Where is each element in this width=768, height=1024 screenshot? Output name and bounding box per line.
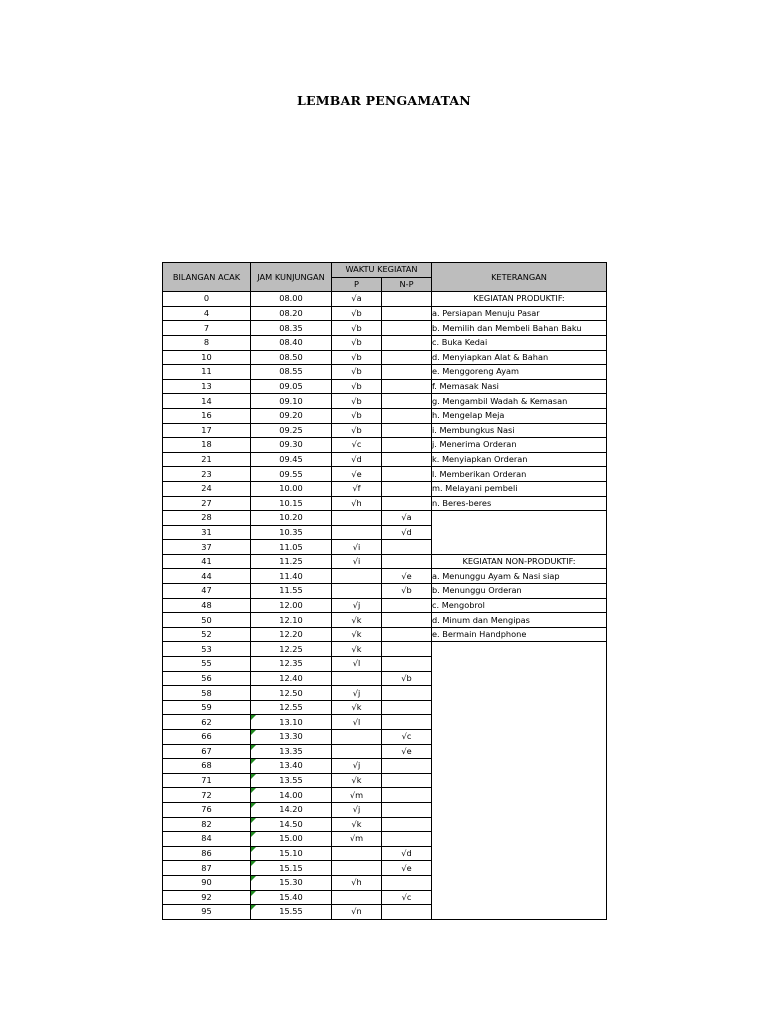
jam-kunjungan-cell: 09.10 (251, 394, 332, 409)
header-waktu-kegiatan: WAKTU KEGIATAN (332, 263, 432, 278)
bilangan-acak-cell: 66 (163, 730, 251, 745)
jam-kunjungan-cell: 14.20 (251, 802, 332, 817)
jam-kunjungan-cell: 12.10 (251, 613, 332, 628)
bilangan-acak-cell: 27 (163, 496, 251, 511)
table-row (163, 350, 607, 365)
keterangan-item: l. Memberikan Orderan (432, 467, 607, 482)
bilangan-acak-cell: 47 (163, 584, 251, 599)
jam-kunjungan-cell: 08.20 (251, 306, 332, 321)
jam-kunjungan-cell: 12.20 (251, 627, 332, 642)
non-produktif-cell: √e (382, 861, 432, 876)
non-produktif-cell (382, 700, 432, 715)
non-produktif-cell: √b (382, 671, 432, 686)
header-p: P (332, 277, 382, 292)
non-produktif-cell (382, 306, 432, 321)
bilangan-acak-cell: 31 (163, 525, 251, 540)
non-produktif-cell (382, 467, 432, 482)
produktif-cell: √b (332, 408, 382, 423)
non-produktif-cell (382, 438, 432, 453)
non-produktif-cell (382, 613, 432, 628)
bilangan-acak-cell: 90 (163, 875, 251, 890)
jam-kunjungan-cell: 13.35 (251, 744, 332, 759)
bilangan-acak-cell: 62 (163, 715, 251, 730)
non-produktif-cell (382, 773, 432, 788)
jam-kunjungan-cell: 13.55 (251, 773, 332, 788)
jam-kunjungan-cell: 11.05 (251, 540, 332, 555)
bilangan-acak-cell: 56 (163, 671, 251, 686)
jam-kunjungan-cell: 11.25 (251, 554, 332, 569)
produktif-cell: √b (332, 423, 382, 438)
produktif-cell (332, 846, 382, 861)
bilangan-acak-cell: 37 (163, 540, 251, 555)
jam-kunjungan-cell: 09.25 (251, 423, 332, 438)
bilangan-acak-cell: 4 (163, 306, 251, 321)
non-produktif-cell (382, 292, 432, 307)
bilangan-acak-cell: 68 (163, 759, 251, 774)
produktif-cell: √k (332, 627, 382, 642)
keterangan-item: a. Menunggu Ayam & Nasi siap (432, 569, 607, 584)
keterangan-item: a. Persiapan Menuju Pasar (432, 306, 607, 321)
produktif-cell: √j (332, 759, 382, 774)
produktif-cell: √h (332, 875, 382, 890)
bilangan-acak-cell: 24 (163, 481, 251, 496)
bilangan-acak-cell: 95 (163, 905, 251, 920)
table-row (163, 438, 607, 453)
non-produktif-cell: √d (382, 525, 432, 540)
keterangan-empty (432, 511, 607, 555)
non-produktif-cell: √b (382, 584, 432, 599)
bilangan-acak-cell: 53 (163, 642, 251, 657)
bilangan-acak-cell: 71 (163, 773, 251, 788)
table-row (163, 335, 607, 350)
non-produktif-cell (382, 759, 432, 774)
non-produktif-cell (382, 832, 432, 847)
keterangan-item: b. Memilih dan Membeli Bahan Baku (432, 321, 607, 336)
table-row (163, 306, 607, 321)
table-row (163, 481, 607, 496)
keterangan-item: e. Bermain Handphone (432, 627, 607, 642)
keterangan-heading: KEGIATAN PRODUKTIF: (432, 292, 607, 307)
non-produktif-cell: √d (382, 846, 432, 861)
header-jam-kunjungan: JAM KUNJUNGAN (251, 263, 332, 292)
produktif-cell: √d (332, 452, 382, 467)
produktif-cell (332, 744, 382, 759)
bilangan-acak-cell: 41 (163, 554, 251, 569)
jam-kunjungan-cell: 12.55 (251, 700, 332, 715)
keterangan-empty (432, 642, 607, 919)
produktif-cell: √j (332, 598, 382, 613)
produktif-cell: √k (332, 642, 382, 657)
observation-table (162, 262, 607, 920)
non-produktif-cell: √c (382, 730, 432, 745)
produktif-cell: √j (332, 686, 382, 701)
jam-kunjungan-cell: 11.40 (251, 569, 332, 584)
bilangan-acak-cell: 58 (163, 686, 251, 701)
produktif-cell: √l (332, 715, 382, 730)
non-produktif-cell (382, 481, 432, 496)
keterangan-item: f. Memasak Nasi (432, 379, 607, 394)
jam-kunjungan-cell: 12.50 (251, 686, 332, 701)
bilangan-acak-cell: 23 (163, 467, 251, 482)
jam-kunjungan-cell: 09.05 (251, 379, 332, 394)
produktif-cell (332, 730, 382, 745)
bilangan-acak-cell: 17 (163, 423, 251, 438)
keterangan-item: c. Mengobrol (432, 598, 607, 613)
jam-kunjungan-cell: 09.20 (251, 408, 332, 423)
non-produktif-cell (382, 627, 432, 642)
non-produktif-cell (382, 788, 432, 803)
bilangan-acak-cell: 55 (163, 657, 251, 672)
bilangan-acak-cell: 28 (163, 511, 251, 526)
non-produktif-cell (382, 905, 432, 920)
non-produktif-cell (382, 686, 432, 701)
jam-kunjungan-cell: 12.35 (251, 657, 332, 672)
non-produktif-cell (382, 817, 432, 832)
table-row (163, 598, 607, 613)
jam-kunjungan-cell: 08.55 (251, 365, 332, 380)
produktif-cell: √i (332, 540, 382, 555)
bilangan-acak-cell: 10 (163, 350, 251, 365)
table-row (163, 423, 607, 438)
jam-kunjungan-cell: 12.40 (251, 671, 332, 686)
produktif-cell: √b (332, 306, 382, 321)
bilangan-acak-cell: 92 (163, 890, 251, 905)
bilangan-acak-cell: 8 (163, 335, 251, 350)
jam-kunjungan-cell: 14.50 (251, 817, 332, 832)
keterangan-item: c. Buka Kedai (432, 335, 607, 350)
jam-kunjungan-cell: 08.50 (251, 350, 332, 365)
produktif-cell: √b (332, 321, 382, 336)
jam-kunjungan-cell: 13.40 (251, 759, 332, 774)
bilangan-acak-cell: 13 (163, 379, 251, 394)
bilangan-acak-cell: 67 (163, 744, 251, 759)
keterangan-item: i. Membungkus Nasi (432, 423, 607, 438)
bilangan-acak-cell: 52 (163, 627, 251, 642)
produktif-cell: √h (332, 496, 382, 511)
produktif-cell: √e (332, 467, 382, 482)
table-row (163, 452, 607, 467)
jam-kunjungan-cell: 13.30 (251, 730, 332, 745)
produktif-cell: √b (332, 394, 382, 409)
keterangan-item: m. Melayani pembeli (432, 481, 607, 496)
jam-kunjungan-cell: 10.00 (251, 481, 332, 496)
non-produktif-cell (382, 657, 432, 672)
produktif-cell: √b (332, 379, 382, 394)
non-produktif-cell (382, 496, 432, 511)
produktif-cell: √b (332, 350, 382, 365)
jam-kunjungan-cell: 14.00 (251, 788, 332, 803)
produktif-cell (332, 511, 382, 526)
produktif-cell: √i (332, 554, 382, 569)
keterangan-item: h. Mengelap Meja (432, 408, 607, 423)
page-title: LEMBAR PENGAMATAN (297, 93, 471, 108)
non-produktif-cell: √c (382, 890, 432, 905)
jam-kunjungan-cell: 08.00 (251, 292, 332, 307)
jam-kunjungan-cell: 15.15 (251, 861, 332, 876)
produktif-cell: √k (332, 773, 382, 788)
table-row (163, 408, 607, 423)
non-produktif-cell: √a (382, 511, 432, 526)
jam-kunjungan-cell: 08.40 (251, 335, 332, 350)
non-produktif-cell (382, 540, 432, 555)
jam-kunjungan-cell: 10.35 (251, 525, 332, 540)
table-row (163, 321, 607, 336)
keterangan-item: k. Menyiapkan Orderan (432, 452, 607, 467)
table-row (163, 467, 607, 482)
jam-kunjungan-cell: 10.20 (251, 511, 332, 526)
produktif-cell (332, 890, 382, 905)
header-keterangan: KETERANGAN (432, 263, 607, 292)
produktif-cell: √b (332, 335, 382, 350)
produktif-cell: √k (332, 613, 382, 628)
table-row (163, 292, 607, 307)
produktif-cell: √a (332, 292, 382, 307)
table-row (163, 511, 607, 526)
produktif-cell (332, 525, 382, 540)
bilangan-acak-cell: 44 (163, 569, 251, 584)
produktif-cell: √j (332, 802, 382, 817)
jam-kunjungan-cell: 12.00 (251, 598, 332, 613)
non-produktif-cell (382, 598, 432, 613)
produktif-cell: √m (332, 832, 382, 847)
keterangan-heading: KEGIATAN NON-PRODUKTIF: (432, 554, 607, 569)
non-produktif-cell (382, 875, 432, 890)
non-produktif-cell (382, 408, 432, 423)
bilangan-acak-cell: 50 (163, 613, 251, 628)
jam-kunjungan-cell: 11.55 (251, 584, 332, 599)
non-produktif-cell (382, 335, 432, 350)
jam-kunjungan-cell: 09.45 (251, 452, 332, 467)
bilangan-acak-cell: 86 (163, 846, 251, 861)
produktif-cell: √k (332, 700, 382, 715)
jam-kunjungan-cell: 15.30 (251, 875, 332, 890)
bilangan-acak-cell: 76 (163, 802, 251, 817)
produktif-cell: √b (332, 365, 382, 380)
table-row (163, 365, 607, 380)
table-row (163, 554, 607, 569)
jam-kunjungan-cell: 09.55 (251, 467, 332, 482)
bilangan-acak-cell: 84 (163, 832, 251, 847)
non-produktif-cell: √e (382, 744, 432, 759)
table-row (163, 569, 607, 584)
jam-kunjungan-cell: 13.10 (251, 715, 332, 730)
produktif-cell: √l (332, 657, 382, 672)
bilangan-acak-cell: 87 (163, 861, 251, 876)
jam-kunjungan-cell: 15.00 (251, 832, 332, 847)
header-bilangan-acak: BILANGAN ACAK (163, 263, 251, 292)
non-produktif-cell (382, 394, 432, 409)
jam-kunjungan-cell: 08.35 (251, 321, 332, 336)
produktif-cell: √c (332, 438, 382, 453)
produktif-cell: √f (332, 481, 382, 496)
produktif-cell (332, 671, 382, 686)
table-body (163, 292, 607, 920)
bilangan-acak-cell: 21 (163, 452, 251, 467)
non-produktif-cell (382, 554, 432, 569)
bilangan-acak-cell: 7 (163, 321, 251, 336)
bilangan-acak-cell: 82 (163, 817, 251, 832)
table-row (163, 379, 607, 394)
jam-kunjungan-cell: 10.15 (251, 496, 332, 511)
keterangan-item: j. Menerima Orderan (432, 438, 607, 453)
bilangan-acak-cell: 14 (163, 394, 251, 409)
jam-kunjungan-cell: 15.40 (251, 890, 332, 905)
table-row (163, 584, 607, 599)
jam-kunjungan-cell: 15.10 (251, 846, 332, 861)
produktif-cell (332, 584, 382, 599)
header-np: N-P (382, 277, 432, 292)
bilangan-acak-cell: 48 (163, 598, 251, 613)
keterangan-item: d. Menyiapkan Alat & Bahan (432, 350, 607, 365)
jam-kunjungan-cell: 15.55 (251, 905, 332, 920)
non-produktif-cell (382, 715, 432, 730)
produktif-cell (332, 569, 382, 584)
bilangan-acak-cell: 11 (163, 365, 251, 380)
bilangan-acak-cell: 59 (163, 700, 251, 715)
produktif-cell: √m (332, 788, 382, 803)
jam-kunjungan-cell: 09.30 (251, 438, 332, 453)
non-produktif-cell (382, 350, 432, 365)
bilangan-acak-cell: 18 (163, 438, 251, 453)
non-produktif-cell: √e (382, 569, 432, 584)
keterangan-item: d. Minum dan Mengipas (432, 613, 607, 628)
table-row (163, 613, 607, 628)
bilangan-acak-cell: 0 (163, 292, 251, 307)
table-row (163, 642, 607, 657)
keterangan-item: g. Mengambil Wadah & Kemasan (432, 394, 607, 409)
non-produktif-cell (382, 423, 432, 438)
non-produktif-cell (382, 802, 432, 817)
non-produktif-cell (382, 365, 432, 380)
keterangan-item: b. Menunggu Orderan (432, 584, 607, 599)
table-row (163, 627, 607, 642)
table-row (163, 394, 607, 409)
non-produktif-cell (382, 642, 432, 657)
produktif-cell: √k (332, 817, 382, 832)
keterangan-item: n. Beres-beres (432, 496, 607, 511)
non-produktif-cell (382, 321, 432, 336)
jam-kunjungan-cell: 12.25 (251, 642, 332, 657)
table-row (163, 496, 607, 511)
non-produktif-cell (382, 452, 432, 467)
bilangan-acak-cell: 16 (163, 408, 251, 423)
bilangan-acak-cell: 72 (163, 788, 251, 803)
non-produktif-cell (382, 379, 432, 394)
produktif-cell: √n (332, 905, 382, 920)
keterangan-item: e. Menggoreng Ayam (432, 365, 607, 380)
produktif-cell (332, 861, 382, 876)
